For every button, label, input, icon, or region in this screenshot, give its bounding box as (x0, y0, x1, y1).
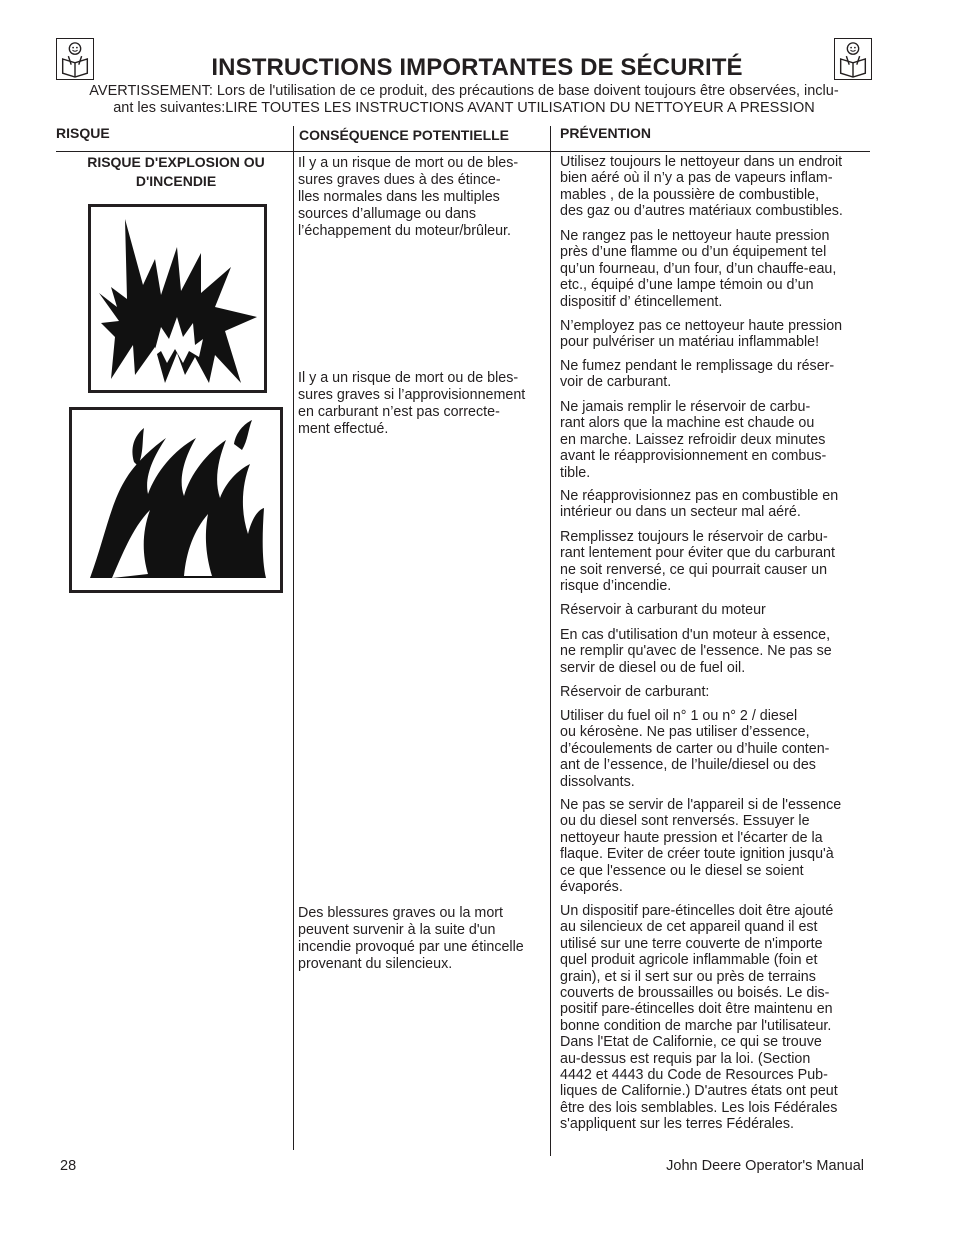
text-line: liques de Californie.) D'autres états ont peut (560, 1083, 838, 1100)
text-line: ou du diesel sont renversés. Essuyer le (560, 813, 810, 830)
text-line: en marche. Laissez refroidir deux minutes (560, 431, 826, 448)
consequence-paragraph (298, 370, 550, 438)
column-header-risk: RISQUE (56, 125, 110, 141)
text-line: quel produit agricole inflammable (foin et (560, 952, 818, 969)
prevention-paragraph (560, 399, 826, 481)
risk-label-line: D'INCENDIE (135, 173, 217, 189)
consequence-paragraph (298, 905, 550, 973)
consequence-paragraph (298, 155, 550, 240)
text-line: provenant du silencieux. (298, 956, 453, 972)
text-line: Un dispositif pare-étincelles doit être ajouté (560, 903, 834, 919)
text-line: au-dessus est requis par la loi. (Section (560, 1050, 811, 1067)
text-line: près d’une flamme ou d’un équipement tel (560, 244, 827, 261)
text-line: Il y a un risque de mort ou de bles- (298, 370, 519, 386)
warning-text (58, 83, 870, 117)
text-line: incendie provoqué par une étincelle (298, 939, 524, 955)
text-line: voir de carburant. (560, 374, 672, 391)
text-line: flaque. Eviter de créer toute ignition jusqu'à (560, 846, 834, 863)
text-line: au silencieux de cet appareil quand il est (560, 919, 818, 936)
text-line: Ne rangez pas le nettoyeur haute pression (560, 228, 830, 244)
prevention-paragraph (560, 228, 836, 310)
prevention-paragraph (560, 358, 834, 391)
text-line: Ne réapprovisionnez pas en combustible en (560, 488, 839, 504)
text-line: ou kérosène. Ne pas utiliser d’essence, (560, 724, 810, 741)
text-line: Réservoir à carburant du moteur (560, 602, 766, 618)
fire-hazard-icon (69, 407, 283, 593)
text-line: ne remplir qu'avec de l'essence. Ne pas se (560, 643, 832, 660)
text-line: sources d’allumage ou dans (298, 206, 477, 222)
text-line: des gaz ou d’autres matériaux combustibles. (560, 203, 843, 220)
footer-manual-title: John Deere Operator's Manual (666, 1158, 864, 1174)
text-line: ant de l’essence, de l’huile/diesel ou des (560, 757, 816, 774)
text-line: Ne jamais remplir le réservoir de carbu- (560, 399, 811, 415)
text-line: risque d’incendie. (560, 578, 672, 595)
text-line: 4442 et 4443 du Code de Resources Pub- (560, 1067, 828, 1084)
explosion-hazard-icon (88, 204, 267, 393)
text-line: N’employez pas ce nettoyeur haute pression (560, 318, 843, 334)
risk-label (56, 153, 296, 191)
text-line: Ne pas se servir de l'appareil si de l'essence (560, 797, 842, 813)
column-header-prevention: PRÉVENTION (560, 125, 652, 141)
text-line: ment effectué. (298, 421, 389, 437)
text-line: en carburant n’est pas correcte- (298, 404, 500, 420)
text-line: évaporés. (560, 879, 623, 896)
text-line: Remplissez toujours le réservoir de carbu- (560, 529, 828, 545)
text-line: Dans l'Etat de Californie, ce qui se trouve (560, 1034, 822, 1051)
text-line: Des blessures graves ou la mort (298, 905, 504, 921)
text-line: servir de diesel ou de fuel oil. (560, 659, 746, 676)
page-number: 28 (60, 1158, 77, 1174)
text-line: grain), et si il sert sur ou près de terrains (560, 968, 816, 985)
text-line: lles normales dans les multiples (298, 189, 500, 205)
prevention-paragraph (560, 318, 842, 351)
risk-label-line: RISQUE D'EXPLOSION OU (87, 154, 265, 170)
prevention-paragraph (560, 488, 838, 521)
column-divider (293, 126, 294, 1150)
prevention-paragraph (560, 154, 843, 220)
text-line: bien aéré où il n’y a pas de vapeurs inflam- (560, 170, 833, 187)
text-line: Ne fumez pendant le remplissage du réser- (560, 358, 835, 374)
text-line: pour pulvériser un matériau inflammable! (560, 334, 820, 351)
prevention-paragraph (560, 684, 709, 700)
text-line: ce que l'essence ou le diesel se soient (560, 862, 804, 879)
text-line: utilisé sur une terre couverte de n'importe (560, 935, 823, 952)
text-line: couverts de broussailles ou boisés. Le dis- (560, 985, 830, 1002)
text-line: ne soit renversé, ce qui pourrait causer un (560, 561, 828, 578)
text-line: sures graves si l’approvisionnement (298, 387, 526, 403)
text-line: d’écoulements de carter ou d’huile conten- (560, 740, 830, 757)
warning-line: AVERTISSEMENT: Lors de l'utilisation de ce produit, des précautions de base doivent toujours être observées, inclu- (89, 83, 839, 99)
prevention-paragraph (560, 708, 829, 790)
text-line: sures graves dues à des étince- (298, 172, 501, 188)
page-title: INSTRUCTIONS IMPORTANTES DE SÉCURITÉ (211, 54, 743, 81)
text-line: mables , de la poussière de combustible, (560, 186, 820, 203)
text-line: bonne condition de marche par l'utilisateur. (560, 1017, 832, 1034)
prevention-paragraph (560, 797, 841, 895)
text-line: positif pare-étincelles doit être maintenu en (560, 1001, 833, 1018)
header-divider (56, 151, 870, 152)
text-line: Utilisez toujours le nettoyeur dans un endroit (560, 154, 843, 170)
warning-line: ant les suivantes:LIRE TOUTES LES INSTRUCTIONS AVANT UTILISATION DU NETTOYEUR A PRESSION (113, 100, 815, 116)
text-line: nettoyeur haute pression et l'écarter de la (560, 829, 823, 846)
text-line: rant alors que la machine est chaude ou (560, 415, 815, 432)
prevention-paragraph (560, 602, 766, 618)
text-line: peuvent survenir à la suite d'un (298, 922, 496, 938)
prevention-paragraph (560, 627, 832, 676)
prevention-paragraph (560, 529, 835, 595)
column-header-consequence: CONSÉQUENCE POTENTIELLE (299, 127, 510, 143)
text-line: intérieur ou dans un secteur mal aéré. (560, 504, 801, 521)
text-line: tible. (560, 464, 591, 481)
prevention-paragraph (560, 903, 838, 1133)
text-line: s'appliquent sur les terres Fédérales. (560, 1116, 794, 1133)
text-line: En cas d'utilisation d'un moteur à essence, (560, 627, 831, 643)
text-line: Utiliser du fuel oil n° 1 ou n° 2 / diesel (560, 708, 798, 724)
text-line: qu’un fourneau, d’un four, d’un chauffe-eau, (560, 260, 837, 277)
column-divider (550, 126, 551, 1156)
text-line: avant le réapprovisionnement en combus- (560, 448, 827, 465)
text-line: l’échappement du moteur/brûleur. (298, 223, 511, 239)
text-line: Réservoir de carburant: (560, 684, 710, 700)
text-line: dissolvants. (560, 773, 635, 790)
text-line: Il y a un risque de mort ou de bles- (298, 155, 519, 171)
text-line: être des lois semblables. Les lois Fédérales (560, 1099, 838, 1116)
text-line: rant lentement pour éviter que du carburant (560, 545, 835, 562)
text-line: etc., équipé d’une lampe témoin ou d’un (560, 277, 814, 294)
text-line: dispositif d’ étincellement. (560, 293, 723, 310)
